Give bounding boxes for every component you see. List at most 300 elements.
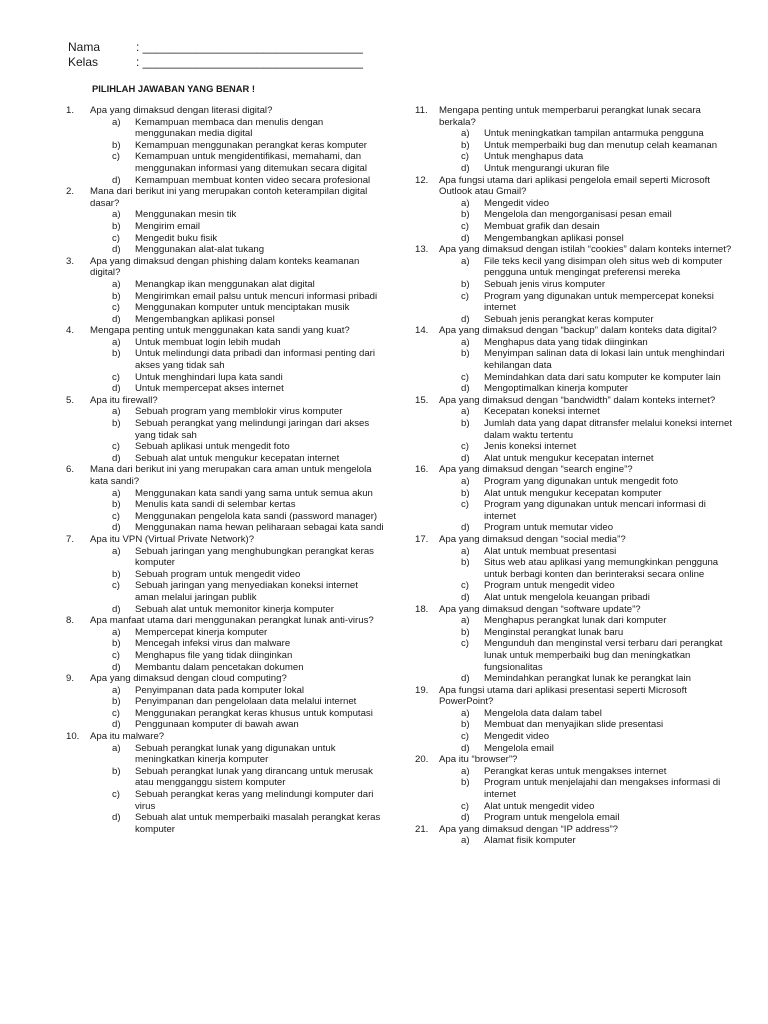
option-text: Alat untuk mengukur kecepatan komputer — [484, 487, 662, 499]
option-letter: b) — [461, 626, 470, 638]
option-text: Sebuah jenis virus komputer — [484, 278, 606, 290]
question-item — [66, 256, 384, 326]
question-row — [415, 824, 733, 836]
option-letter: c) — [112, 510, 120, 522]
option-letter: b) — [461, 418, 470, 430]
option-letter: a) — [461, 406, 470, 418]
option-text: Untuk membuat login lebih mudah — [135, 336, 281, 348]
question-text: Mengapa penting untuk menggunakan kata sandi yang kuat? — [90, 325, 350, 337]
answer-option — [415, 801, 733, 813]
option-text: Penyimpanan data pada komputer lokal — [135, 684, 305, 696]
option-letter: b) — [461, 139, 470, 151]
option-text: Alat untuk mengelola keuangan pribadi — [484, 591, 650, 603]
option-letter: b) — [112, 348, 121, 360]
answer-option — [66, 348, 384, 371]
answer-option — [66, 453, 384, 465]
answer-option — [415, 151, 733, 163]
option-text: Menghapus perangkat lunak dari komputer — [484, 615, 667, 627]
question-number: 8. — [66, 615, 75, 627]
option-text: Menghapus file yang tidak diinginkan — [135, 649, 293, 661]
option-text: Menggunakan perangkat keras khusus untuk komputasi — [135, 707, 373, 719]
question-text: Apa manfaat utama dari menggunakan perangkat lunak anti-virus? — [90, 615, 374, 627]
option-text: Mengembangkan aplikasi ponsel — [135, 313, 275, 325]
answer-option — [66, 766, 384, 789]
answer-option — [66, 406, 384, 418]
option-text: Penyimpanan dan pengelolaan data melalui internet — [135, 696, 357, 708]
question-item — [415, 105, 733, 175]
kelas-label: Kelas — [68, 54, 99, 69]
option-text: Mengedit video — [484, 731, 550, 743]
option-text: Menulis kata sandi di selembar kertas — [135, 499, 296, 511]
answer-option — [66, 383, 384, 395]
option-letter: d) — [112, 719, 121, 731]
question-row — [415, 685, 733, 708]
option-text: Mempercepat kinerja komputer — [135, 626, 268, 638]
answer-option — [415, 488, 733, 500]
option-letter: a) — [112, 684, 121, 696]
question-row — [66, 534, 384, 546]
question-text: Apa itu malware? — [90, 731, 165, 743]
nama-field: : _________________________________ — [136, 40, 363, 54]
option-text: Mengelola data dalam tabel — [484, 707, 602, 719]
option-letter: a) — [112, 626, 121, 638]
option-text: Menggunakan nama hewan peliharaan sebagai kata sandi — [135, 522, 384, 534]
answer-option — [66, 372, 384, 384]
option-text: Program untuk mengedit video — [484, 580, 615, 592]
option-text: Menggunakan mesin tik — [135, 209, 237, 221]
option-letter: d) — [112, 522, 121, 534]
option-letter: d) — [461, 232, 470, 244]
question-item — [66, 731, 384, 835]
option-letter: c) — [461, 580, 469, 592]
option-text: Membantu dalam pencetakan dokumen — [135, 661, 304, 673]
question-text: Apa fungsi utama dari aplikasi pengelola email seperti Microsoft Outlook atau Gmail? — [439, 174, 710, 198]
answer-option — [415, 453, 733, 465]
option-text: Program untuk mengelola email — [484, 812, 620, 824]
answer-option — [66, 812, 384, 835]
option-text: Jenis koneksi internet — [484, 441, 577, 453]
question-number: 12. — [415, 174, 429, 186]
answer-option — [66, 233, 384, 245]
question-text: Apa yang dimaksud dengan istilah “cookies” dalam konteks internet? — [439, 244, 732, 256]
option-letter: c) — [461, 290, 469, 302]
nama-label: Nama — [68, 40, 101, 54]
answer-option — [415, 383, 733, 395]
question-text: Apa itu “browser”? — [439, 754, 518, 766]
question-item — [415, 395, 733, 465]
option-text: Menggunakan komputer untuk menciptakan musik — [135, 302, 350, 314]
answer-option — [66, 650, 384, 662]
answer-option — [415, 522, 733, 534]
question-number: 11. — [415, 105, 428, 116]
question-item — [66, 673, 384, 731]
answer-option — [415, 209, 733, 221]
option-text: Menginstal perangkat lunak baru — [484, 626, 624, 638]
option-letter: a) — [112, 487, 121, 499]
question-row — [66, 731, 384, 743]
option-text: Mencegah infeksi virus dan malware — [135, 638, 291, 650]
answer-option — [66, 522, 384, 534]
option-text: Kemampuan menggunakan perangkat keras komputer — [135, 139, 367, 151]
option-text: Untuk menghapus data — [484, 151, 584, 163]
answer-option — [66, 546, 384, 569]
question-text: Apa yang dimaksud dengan “backup” dalam konteks data digital? — [439, 325, 717, 337]
option-letter: d) — [112, 812, 121, 824]
option-text: Sebuah jaringan yang menyediakan koneksi internet aman melalui jaringan publik — [135, 580, 358, 603]
option-text: Mengoptimalkan kinerja komputer — [484, 383, 628, 395]
question-number: 5. — [66, 394, 75, 406]
option-letter: c) — [461, 731, 469, 743]
option-letter: d) — [461, 452, 470, 464]
option-text: Untuk mempercepat akses internet — [135, 383, 284, 395]
option-letter: a) — [112, 116, 121, 128]
question-text: Mengapa penting untuk memperbarui perangkat lunak secara berkala? — [439, 105, 701, 128]
option-text: Sebuah jaringan yang menghubungkan perangkat keras komputer — [135, 545, 374, 569]
answer-option — [415, 557, 733, 580]
option-text: Alat untuk mengukur kecepatan internet — [484, 452, 654, 464]
instruction-heading: PILIHLAH JAWABAN YANG BENAR ! — [92, 83, 256, 94]
question-row — [415, 325, 733, 337]
option-text: Sebuah jenis perangkat keras komputer — [484, 313, 654, 325]
answer-option — [415, 719, 733, 731]
question-item — [66, 464, 384, 534]
answer-option — [415, 198, 733, 210]
option-letter: b) — [461, 209, 470, 221]
option-text: Sebuah perangkat lunak yang digunakan untuk meningkatkan kinerja komputer — [135, 742, 336, 766]
question-item — [66, 186, 384, 256]
option-text: Jumlah data yang dapat ditransfer melalui koneksi internet dalam waktu tertentu — [484, 418, 732, 441]
option-letter: c) — [112, 441, 120, 453]
answer-option — [66, 662, 384, 674]
answer-option — [66, 337, 384, 349]
option-letter: a) — [461, 835, 470, 847]
question-number: 4. — [66, 325, 75, 337]
question-item — [415, 534, 733, 604]
option-text: Untuk melindungi data pribadi dan informasi penting dari akses yang tidak sah — [135, 348, 375, 372]
option-letter: b) — [112, 696, 121, 708]
answer-option — [66, 696, 384, 708]
option-letter: c) — [461, 371, 469, 383]
answer-option — [415, 673, 733, 685]
answer-option — [415, 499, 733, 522]
option-text: Program yang digunakan untuk mengedit foto — [484, 476, 679, 487]
answer-option — [415, 580, 733, 592]
question-row — [66, 105, 384, 117]
answer-option — [415, 476, 733, 488]
option-text: Kemampuan untuk mengidentifikasi, memahami, dan menggunakan informasi yang ditemukan secara digital — [135, 151, 367, 174]
option-text: Mengirim email — [135, 220, 201, 232]
question-text: Apa yang dimaksud dengan “search engine”? — [439, 464, 633, 476]
question-item — [66, 325, 384, 395]
question-row — [415, 534, 733, 546]
option-letter: b) — [461, 777, 470, 789]
option-text: Untuk memperbaiki bug dan menutup celah keamanan — [484, 139, 718, 151]
question-number: 10. — [66, 731, 80, 743]
question-item — [415, 325, 733, 395]
question-text: Apa itu firewall? — [90, 394, 158, 406]
question-row — [66, 186, 384, 209]
question-text: Apa yang dimaksud dengan “bandwidth” dalam konteks internet? — [439, 394, 716, 406]
question-item — [66, 105, 384, 186]
question-number: 1. — [66, 105, 75, 116]
question-text: Mana dari berikut ini yang merupakan cara aman untuk mengelola kata sandi? — [90, 464, 372, 487]
answer-option — [66, 627, 384, 639]
question-number: 9. — [66, 673, 75, 685]
option-letter: d) — [461, 812, 470, 824]
answer-option — [415, 777, 733, 800]
answer-option — [66, 580, 384, 603]
answer-option — [66, 569, 384, 581]
question-number: 18. — [415, 603, 429, 615]
answer-option — [415, 163, 733, 175]
question-number: 15. — [415, 394, 429, 406]
option-text: Membuat dan menyajikan slide presentasi — [484, 719, 664, 731]
answer-option — [415, 406, 733, 418]
option-letter: b) — [461, 557, 470, 569]
question-row — [66, 673, 384, 685]
question-number: 7. — [66, 533, 75, 545]
question-number: 19. — [415, 684, 429, 696]
answer-option — [415, 441, 733, 453]
answer-option — [415, 372, 733, 384]
option-text: Menyimpan salinan data di lokasi lain untuk menghindari kehilangan data — [484, 348, 725, 372]
question-number: 2. — [66, 186, 75, 198]
option-text: Menggunakan pengelola kata sandi (password manager) — [135, 510, 378, 522]
question-text: Apa yang dimaksud dengan “IP address”? — [439, 823, 619, 835]
option-text: Program untuk memutar video — [484, 522, 614, 534]
option-letter: b) — [112, 139, 121, 151]
kelas-row — [68, 55, 363, 70]
option-text: Sebuah perangkat yang melindungi jaringan dari akses yang tidak sah — [135, 418, 370, 441]
question-text: Apa yang dimaksud dengan phishing dalam konteks keamanan digital? — [90, 255, 360, 279]
option-text: Situs web atau aplikasi yang memungkinkan pengguna untuk berbagi konten dan berinteraksi secara online — [484, 557, 719, 580]
answer-option — [66, 209, 384, 221]
option-letter: b) — [461, 278, 470, 290]
question-text: Apa fungsi utama dari aplikasi presentasi seperti Microsoft PowerPoint? — [439, 684, 687, 708]
question-number: 13. — [415, 244, 429, 256]
question-column-left — [66, 105, 384, 835]
option-letter: a) — [112, 336, 121, 348]
option-letter: b) — [461, 719, 470, 731]
question-number: 20. — [415, 754, 429, 766]
option-text: Mengelola email — [484, 742, 554, 754]
option-letter: d) — [461, 383, 470, 395]
question-number: 14. — [415, 325, 429, 337]
option-text: Alat untuk membuat presentasi — [484, 545, 617, 557]
answer-option — [415, 638, 733, 673]
option-letter: c) — [461, 800, 469, 812]
option-letter: d) — [461, 742, 470, 754]
answer-option — [415, 314, 733, 326]
question-number: 3. — [66, 255, 75, 267]
question-row — [415, 175, 733, 198]
answer-option — [66, 685, 384, 697]
answer-option — [66, 719, 384, 731]
option-text: Menggunakan kata sandi yang sama untuk semua akun — [135, 487, 373, 499]
option-text: Mengunduh dan menginstal versi terbaru dari perangkat lunak untuk memperbaiki bug dan meningkatkan fungsionalitas — [484, 638, 723, 673]
option-letter: a) — [461, 615, 470, 627]
answer-option — [66, 488, 384, 500]
question-item — [415, 464, 733, 534]
option-letter: d) — [112, 661, 121, 673]
option-letter: d) — [461, 313, 470, 325]
student-info-header — [68, 40, 363, 69]
answer-option — [415, 743, 733, 755]
answer-option — [66, 418, 384, 441]
question-item — [66, 615, 384, 673]
option-letter: d) — [112, 603, 121, 615]
question-text: Apa yang dimaksud dengan literasi digital? — [90, 105, 273, 116]
answer-option — [415, 291, 733, 314]
option-letter: d) — [112, 452, 121, 464]
question-text: Apa yang dimaksud dengan cloud computing? — [90, 673, 287, 685]
answer-option — [66, 604, 384, 616]
question-row — [415, 754, 733, 766]
question-text: Apa yang dimaksud dengan “software update”? — [439, 603, 641, 615]
question-row — [415, 244, 733, 256]
option-text: Alat untuk mengedit video — [484, 800, 595, 812]
answer-option — [66, 175, 384, 187]
option-text: Menggunakan alat-alat tukang — [135, 244, 265, 256]
question-number: 21. — [415, 823, 429, 835]
option-text: Mengelola dan mengorganisasi pesan email — [484, 209, 672, 221]
option-text: Untuk meningkatkan tampilan antarmuka pengguna — [484, 128, 704, 140]
kelas-field: : _________________________________ — [136, 54, 363, 69]
question-item — [415, 244, 733, 325]
option-letter: d) — [112, 383, 121, 395]
question-text: Apa itu VPN (Virtual Private Network)? — [90, 533, 255, 545]
answer-option — [66, 140, 384, 152]
option-text: File teks kecil yang disimpan oleh situs web di komputer pengguna untuk mengingat preferensi mereka — [484, 255, 723, 279]
option-text: Mengembangkan aplikasi ponsel — [484, 232, 624, 244]
option-text: Sebuah aplikasi untuk mengedit foto — [135, 441, 290, 453]
option-letter: c) — [461, 151, 469, 163]
option-text: Kemampuan membaca dan menulis dengan menggunakan media digital — [135, 116, 324, 140]
option-text: Program untuk menjelajahi dan mengakses informasi di internet — [484, 777, 721, 801]
answer-option — [415, 615, 733, 627]
question-row — [66, 395, 384, 407]
answer-option — [415, 221, 733, 233]
option-letter: a) — [461, 128, 470, 140]
answer-option — [66, 511, 384, 523]
answer-option — [415, 708, 733, 720]
option-text: Memindahkan perangkat lunak ke perangkat lain — [484, 673, 691, 685]
answer-option — [66, 244, 384, 256]
answer-option — [415, 731, 733, 743]
answer-option — [415, 812, 733, 824]
option-letter: a) — [461, 476, 470, 487]
question-row — [66, 325, 384, 337]
answer-option — [415, 627, 733, 639]
nama-row — [68, 40, 363, 55]
answer-option — [66, 314, 384, 326]
option-letter: d) — [461, 673, 470, 685]
question-item — [66, 534, 384, 615]
answer-option — [66, 221, 384, 233]
question-item — [66, 395, 384, 465]
answer-option — [66, 789, 384, 812]
option-letter: c) — [112, 232, 120, 244]
option-text: Program yang digunakan untuk mempercepat koneksi internet — [484, 290, 714, 314]
question-row — [66, 464, 384, 487]
answer-option — [66, 117, 384, 140]
option-letter: d) — [461, 522, 470, 534]
option-text: Mengirimkan email palsu untuk mencuri informasi pribadi — [135, 290, 378, 302]
option-letter: c) — [112, 789, 120, 801]
answer-option — [415, 592, 733, 604]
option-letter: b) — [112, 568, 121, 580]
option-letter: c) — [461, 638, 469, 650]
option-text: Memindahkan data dari satu komputer ke komputer lain — [484, 371, 721, 383]
option-letter: c) — [461, 499, 469, 511]
option-text: Penggunaan komputer di bawah awan — [135, 719, 299, 731]
option-letter: b) — [112, 499, 121, 511]
option-letter: c) — [112, 649, 120, 661]
answer-option — [415, 766, 733, 778]
answer-option — [66, 302, 384, 314]
option-text: Sebuah alat untuk memperbaiki masalah perangkat keras komputer — [135, 812, 381, 835]
question-row — [415, 464, 733, 476]
option-text: Mengedit video — [484, 197, 550, 209]
option-text: Kecepatan koneksi internet — [484, 406, 600, 418]
option-letter: b) — [112, 765, 121, 777]
answer-option — [415, 128, 733, 140]
option-text: Alamat fisik komputer — [484, 835, 576, 847]
question-text: Apa yang dimaksud dengan “social media”? — [439, 533, 626, 545]
answer-option — [415, 337, 733, 349]
option-letter: a) — [461, 545, 470, 557]
answer-option — [415, 348, 733, 371]
answer-option — [66, 151, 384, 174]
answer-option — [66, 499, 384, 511]
option-letter: d) — [112, 174, 121, 186]
option-letter: b) — [112, 290, 121, 302]
option-letter: a) — [112, 742, 121, 754]
option-text: Menghapus data yang tidak diinginkan — [484, 336, 648, 348]
option-text: Sebuah alat untuk mengukur kecepatan internet — [135, 452, 340, 464]
option-letter: b) — [112, 220, 121, 232]
option-text: Untuk menghindari lupa kata sandi — [135, 371, 283, 383]
answer-option — [66, 638, 384, 650]
option-letter: d) — [112, 244, 121, 256]
option-letter: d) — [461, 591, 470, 603]
answer-option — [66, 279, 384, 291]
option-letter: a) — [112, 406, 121, 418]
option-text: Kemampuan membuat konten video secara profesional — [135, 174, 371, 186]
option-letter: c) — [461, 441, 469, 453]
question-number: 17. — [415, 533, 429, 545]
option-text: Sebuah perangkat lunak yang dirancang untuk merusak atau mengganggu sistem komputer — [135, 765, 373, 789]
option-text: Sebuah program untuk mengedit video — [135, 568, 301, 580]
option-text: Mengedit buku fisik — [135, 232, 218, 244]
option-text: Sebuah perangkat keras yang melindungi komputer dari virus — [135, 789, 374, 812]
question-row — [66, 256, 384, 279]
answer-option — [66, 441, 384, 453]
question-row — [415, 604, 733, 616]
option-letter: c) — [112, 302, 120, 314]
option-letter: d) — [112, 313, 121, 325]
option-letter: b) — [461, 348, 470, 360]
question-item — [415, 824, 733, 847]
answer-option — [66, 291, 384, 303]
question-item — [415, 754, 733, 824]
option-text: Sebuah program yang memblokir virus komputer — [135, 406, 343, 418]
option-letter: a) — [461, 707, 470, 719]
answer-option — [415, 279, 733, 291]
question-number: 16. — [415, 464, 429, 476]
question-row — [415, 105, 733, 128]
question-item — [415, 175, 733, 245]
